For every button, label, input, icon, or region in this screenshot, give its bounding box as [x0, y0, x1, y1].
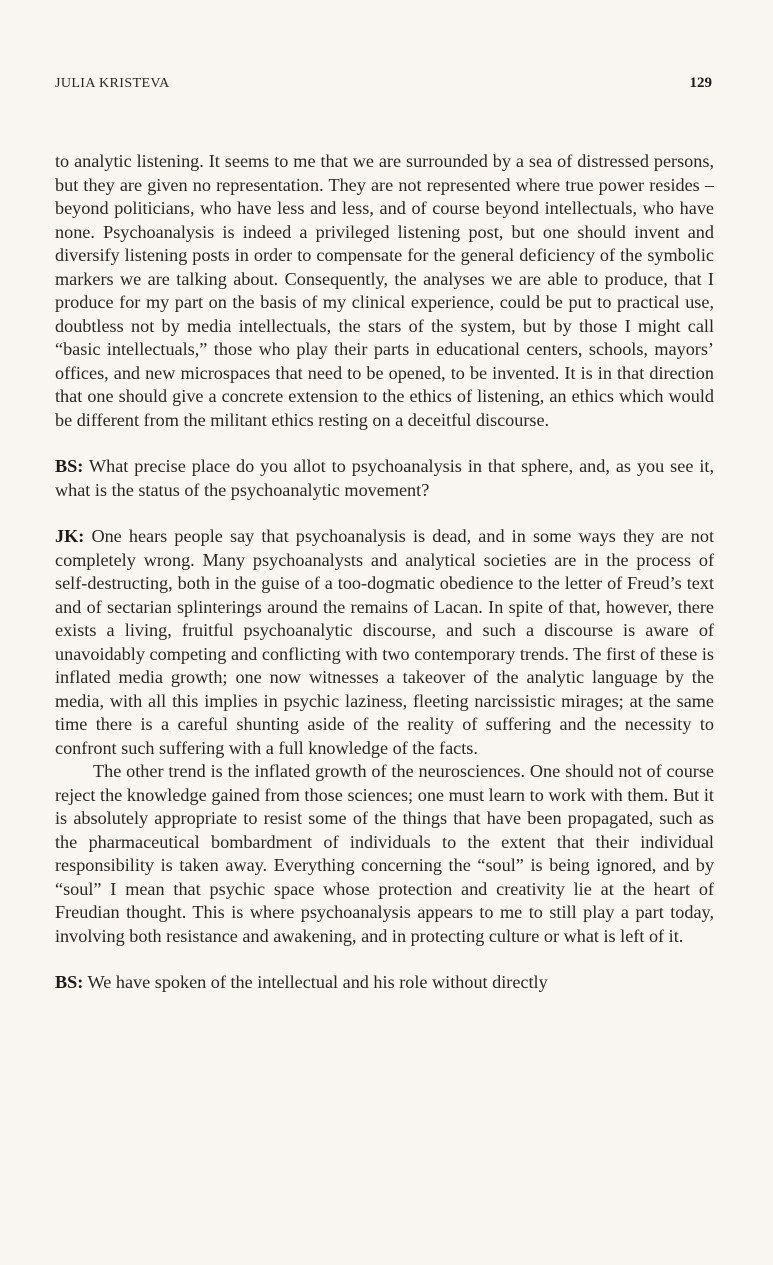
paragraph	[55, 760, 714, 948]
paragraph-text: One hears people say that psychoanalysis is dead, and in some ways they are not completely wrong. Many psychoanalysts and analytical societies are in the process of self-destructing, both in the guise of a too-dogmatic obedience to the letter of Freud’s text and of sectarian splinterings around the remains of Lacan. In spite of that, however, there exists a living, fruitful psychoanalytic discourse, and such a discourse is aware of unavoidably competing and conflicting with two contemporary trends. The first of these is inflated media growth; one now witnesses a takeover of the analytic language by the media, with all this implies in psychic laziness, fleeting narcissistic mirages; at the same time there is a careful shunting aside of the reality of suffering and the necessity to confront such suffering with a full knowledge of the facts.	[55, 526, 714, 758]
paragraph	[55, 150, 714, 432]
running-head-author: JULIA KRISTEVA	[55, 76, 170, 91]
page-number: 129	[689, 75, 712, 91]
speaker-label: JK:	[55, 526, 85, 546]
paragraph-text: to analytic listening. It seems to me that we are surrounded by a sea of distressed persons, but they are given no representation. They are not represented where true power resides – beyond politicians, who have less and less, and of course beyond intellectuals, who have none. Psychoanalysis is indeed a privileged listening post, but one should invent and diversify listening posts in order to compensate for the general deficiency of the symbolic markers we are talking about. Consequently, the analyses we are able to produce, that I produce for my part on the basis of my clinical experience, could be put to practical use, doubtless not by media intellectuals, the stars of the system, but by those I might call “basic intellectuals,” those who play their parts in educational centers, schools, mayors’ offices, and new microspaces that need to be opened, to be invented. It is in that direction that one should give a concrete extension to the ethics of listening, an ethics which would be different from the militant ethics resting on a deceitful discourse.	[55, 151, 714, 430]
speaker-label: BS:	[55, 456, 84, 476]
body-text	[55, 150, 714, 995]
running-head	[55, 76, 712, 98]
speaker-label: BS:	[55, 972, 84, 992]
paragraph-text: We have spoken of the intellectual and his role without directly	[83, 972, 548, 992]
paragraph-text: What precise place do you allot to psychoanalysis in that sphere, and, as you see it, what is the status of the psychoanalytic movement?	[55, 456, 714, 500]
paragraph	[55, 525, 714, 760]
paragraph	[55, 971, 714, 995]
paragraph-text: The other trend is the inflated growth of the neurosciences. One should not of course reject the knowledge gained from those sciences; one must learn to work with them. But it is absolutely appropriate to resist some of the things that have been propagated, such as the pharmaceutical bombardment of individuals to the extent that their individual responsibility is taken away. Everything concerning the “soul” is being ignored, and by “soul” I mean that psychic space whose protection and creativity lie at the heart of Freudian thought. This is where psychoanalysis appears to me to still play a part today, involving both resistance and awakening, and in protecting culture or what is left of it.	[55, 761, 714, 946]
paragraph	[55, 455, 714, 502]
